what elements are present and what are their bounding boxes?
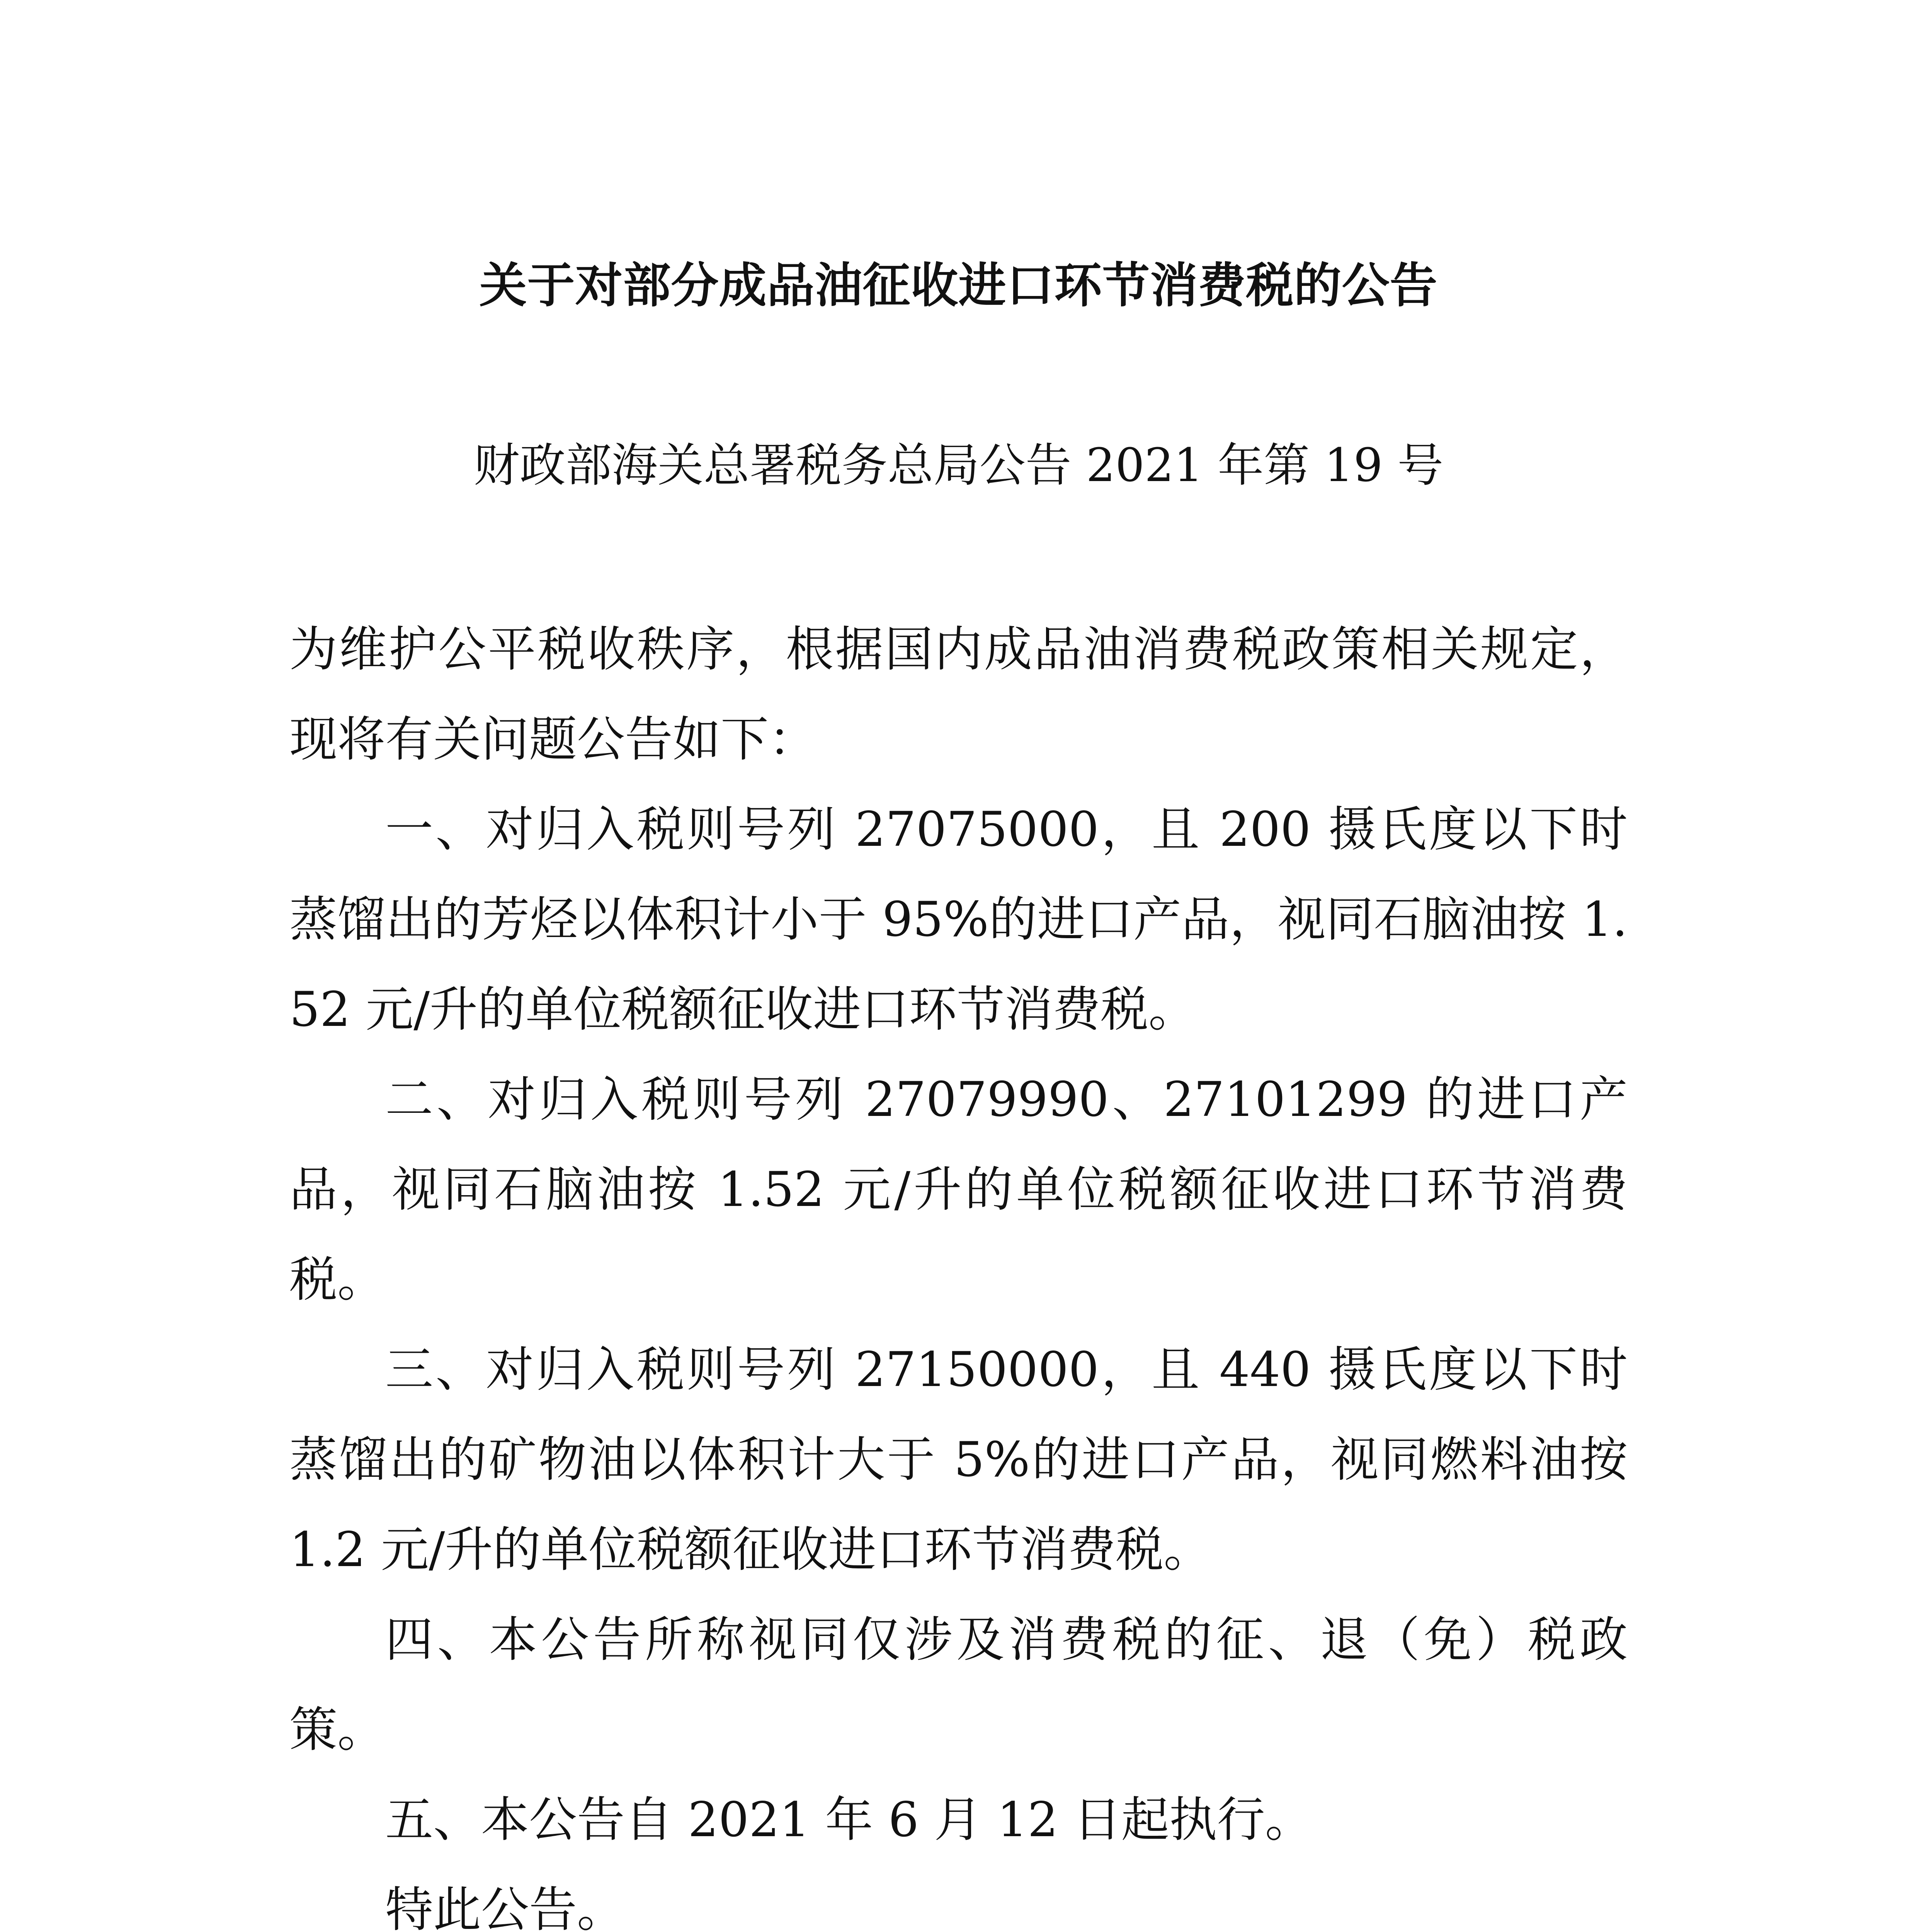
announcement-number: 财政部海关总署税务总局公告 2021 年第 19 号 [473,439,1444,492]
clause-1: 一、对归入税则号列 27075000，且 200 摄氏度以下时蒸馏出的芳烃以体积计小于 95%的进口产品，视同石脑油按 1.52 元/升的单位税额征收进口环节消费税。 [289,802,1628,1037]
intro-paragraph: 为维护公平税收秩序，根据国内成品油消费税政策相关规定，现将有关问题公告如下： [289,622,1628,767]
clause-5: 五、本公告自 2021 年 6 月 12 日起执行。 [385,1792,1313,1848]
document-body [289,605,1628,1932]
closing-statement: 特此公告。 [385,1882,625,1932]
clause-4: 四、本公告所称视同仅涉及消费税的征、退（免）税政策。 [289,1612,1628,1758]
clause-2: 二、对归入税则号列 27079990、27101299 的进口产品，视同石脑油按 1.52 元/升的单位税额征收进口环节消费税。 [289,1072,1628,1308]
document-title: 关于对部分成品油征收进口环节消费税的公告 [479,258,1438,313]
clause-3: 三、对归入税则号列 27150000，且 440 摄氏度以下时蒸馏出的矿物油以体积计大于 5%的进口产品，视同燃料油按 1.2 元/升的单位税额征收进口环节消费税。 [289,1342,1628,1578]
